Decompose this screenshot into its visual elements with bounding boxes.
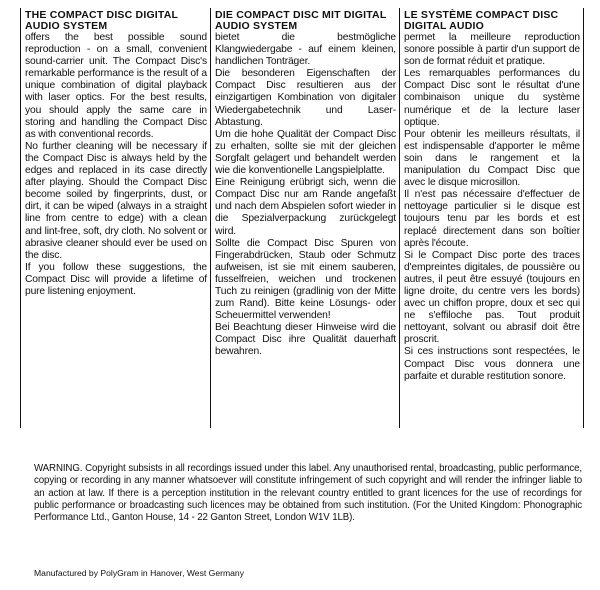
paragraph: Eine Reinigung erübrigt sich, wenn die Compact Disc nur am Rande angefaßt und nach dem Abspielen sofort wieder in die Spezialverpackung zurückgelegt wird.	[215, 177, 396, 237]
paragraph: Si ces instructions sont respectées, le Compact Disc vous donnera une parfaite et durable restitution sonore.	[404, 346, 580, 382]
paragraph: If you follow these suggestions, the Compact Disc will provide a lifetime of pure listening enjoyment.	[25, 261, 207, 297]
paragraph: Um die hohe Qualität der Compact Disc zu erhalten, sollte sie mit der gleichen Sorgfalt gelagert und behandelt werden wie die konventionelle Langspielplatte.	[215, 128, 396, 177]
paragraph: No further cleaning will be necessary if the Compact Disc is always held by the edges and replaced in its case directly after playing. Should the Compact Disc become soiled by fingerprints, dust, or dirt, it can be wiped (always in a straight line from centre to edge) with a clean and lint-free, soft, dry cloth. No solvent or abrasive cleaner should ever be used on the disc.	[25, 140, 207, 261]
paragraph: Si le Compact Disc porte des traces d'empreintes digitales, de poussière ou autres, il peut être essuyé (toujours en ligne droite, du centre vers les bords) avec un chiffon propre, doux et sec qui ne s'effiloche pas. Tout produit nettoyant, solvant ou abrasif doit être proscrit.	[404, 249, 580, 346]
column-heading: DIE COMPACT DISC MIT DIGITAL AUDIO SYSTEM	[215, 9, 387, 32]
paragraph: offers the best possible sound reproduction - on a small, convenient sound-carrier unit. The Compact Disc's remarkable performance is the result of a unique combination of digital playback with laser optics. For the best results, you should apply the same care in storing and handling the Compact Disc as with conventional records.	[25, 32, 207, 140]
three-language-columns	[20, 8, 584, 428]
paragraph: Die besonderen Eigenschaften der Compact Disc resultieren aus der einzigartigen Kombination von digitaler Wiedergabetechnik und Laser-Abtastung.	[215, 68, 396, 128]
paragraph: Il n'est pas nécessaire d'effectuer de nettoyage particulier si le disque est toujours tenu par les bords et est replacé directement dans son boîtier après l'écoute.	[404, 189, 580, 249]
paragraph: Les remarquables performances du Compact Disc sont le résultat d'une combinaison unique du système numérique et de la lecture laser optique.	[404, 68, 580, 128]
paragraph: Bei Beachtung dieser Hinweise wird die Compact Disc ihre Qualität dauerhaft bewahren.	[215, 322, 396, 358]
column-french	[400, 8, 584, 428]
paragraph: Sollte die Compact Disc Spuren von Fingerabdrücken, Staub oder Schmutz aufweisen, ist sie mit einem sauberen, fusselfreien, weichen und trockenen Tuch zu reinigen (gradlinig von der Mitte zum Rand). Bitte keine Lösungs- oder Scheuermittel verwenden!	[215, 237, 396, 322]
paragraph: Pour obtenir les meilleurs résultats, il est indispensable d'apporter le même soin dans le rangement et la manipulation du Compact Disc que avec le disque microsillon.	[404, 128, 580, 189]
column-german	[211, 8, 400, 428]
column-heading: THE COMPACT DISC DIGITAL AUDIO SYSTEM	[25, 9, 178, 32]
paragraph: bietet die bestmögliche Klangwiedergabe - auf einem kleinen, handlichen Tonträger.	[215, 32, 396, 68]
copyright-warning: WARNING. Copyright subsists in all recordings issued under this label. Any unauthorised rental, broadcasting, public performance, copying or recording in any manner whatsoever will constitute infringement of such copyright and will render the infringer liable to an action at law. If there is a perception institution in the relevant country entitled to grant licences for the use of recordings for public performance or broadcasting such licences may be obtained from such institution. (For the United Kingdom: Phonographic Performance Ltd., Ganton House, 14 - 22 Ganton Street, London W1V 1LB).	[34, 463, 582, 524]
paragraph: permet la meilleure reproduction sonore possible à partir d'un support de son de format réduit et pratique.	[404, 32, 580, 68]
manufacturer-note: Manufactured by PolyGram in Hanover, West Germany	[34, 568, 244, 578]
column-english	[20, 8, 211, 428]
column-heading: LE SYSTÈME COMPACT DISC DIGITAL AUDIO	[404, 9, 559, 32]
